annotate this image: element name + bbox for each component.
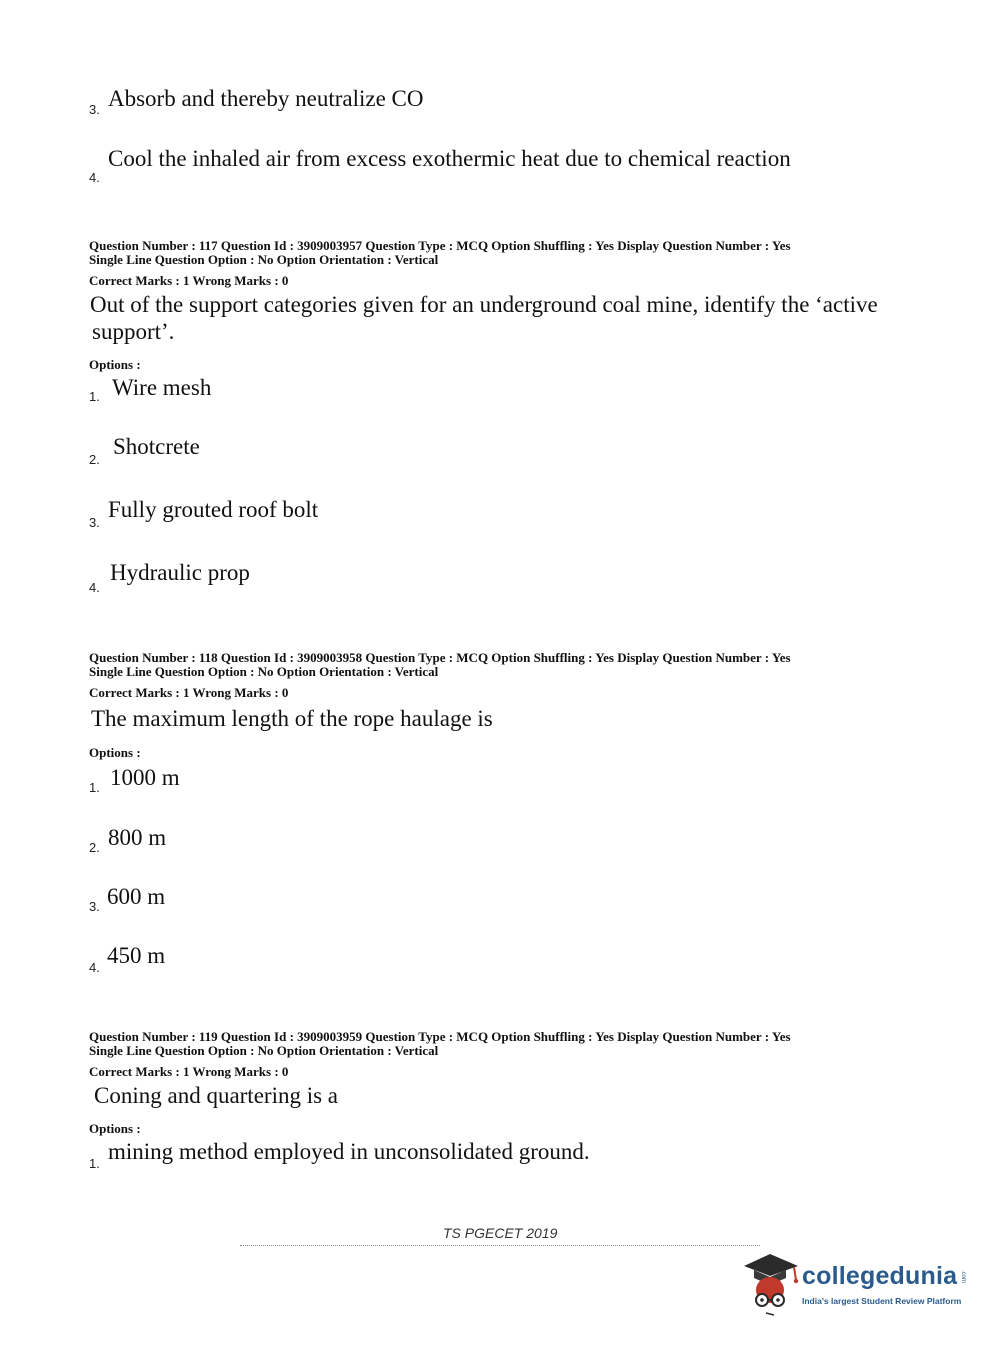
question-meta-line: Single Line Question Option : No Option Orientation : Vertical bbox=[89, 252, 439, 267]
options-label: Options : bbox=[89, 1121, 141, 1136]
question-meta-line: Single Line Question Option : No Option Orientation : Vertical bbox=[89, 664, 439, 679]
graduate-mascot-icon bbox=[740, 1248, 802, 1318]
question-marks: Correct Marks : 1 Wrong Marks : 0 bbox=[89, 685, 289, 700]
options-label: Options : bbox=[89, 357, 141, 372]
option-number: 3. bbox=[89, 899, 100, 914]
option-text: Hydraulic prop bbox=[110, 560, 250, 585]
option-number: 4. bbox=[89, 170, 100, 185]
footer-exam-title: TS PGECET 2019 bbox=[443, 1225, 558, 1241]
options-label: Options : bbox=[89, 745, 141, 760]
option-number: 1. bbox=[89, 1156, 100, 1171]
option-text: 600 m bbox=[107, 884, 166, 909]
logo-tagline: India's largest Student Review Platform bbox=[802, 1296, 962, 1306]
option-number: 1. bbox=[89, 389, 100, 404]
logo-domain-suffix: .com bbox=[960, 1270, 966, 1284]
option-text: Shotcrete bbox=[113, 434, 200, 459]
question-stem: support’. bbox=[92, 319, 175, 344]
question-meta-line: Question Number : 118 Question Id : 3909003958 Question Type : MCQ Option Shuffling : Yes Display Question Number : Yes bbox=[89, 650, 791, 665]
option-text: 1000 m bbox=[110, 765, 180, 790]
option-text: 450 m bbox=[107, 943, 166, 968]
option-number: 3. bbox=[89, 102, 100, 117]
option-text: mining method employed in unconsolidated ground. bbox=[108, 1139, 590, 1164]
option-text: 800 m bbox=[108, 825, 167, 850]
logo-wordmark: collegedunia bbox=[802, 1262, 958, 1290]
option-number: 1. bbox=[89, 780, 100, 795]
question-stem: Out of the support categories given for an underground coal mine, identify the ‘active bbox=[90, 292, 878, 317]
footer-divider bbox=[240, 1245, 760, 1246]
question-meta-line: Question Number : 117 Question Id : 3909003957 Question Type : MCQ Option Shuffling : Yes Display Question Number : Yes bbox=[89, 238, 791, 253]
option-number: 4. bbox=[89, 580, 100, 595]
question-stem: The maximum length of the rope haulage is bbox=[91, 706, 493, 731]
option-number: 3. bbox=[89, 515, 100, 530]
option-number: 4. bbox=[89, 960, 100, 975]
option-text: Cool the inhaled air from excess exothermic heat due to chemical reaction bbox=[108, 146, 791, 171]
question-meta-line: Question Number : 119 Question Id : 3909003959 Question Type : MCQ Option Shuffling : Yes Display Question Number : Yes bbox=[89, 1029, 791, 1044]
question-marks: Correct Marks : 1 Wrong Marks : 0 bbox=[89, 273, 289, 288]
option-number: 2. bbox=[89, 840, 100, 855]
option-text: Absorb and thereby neutralize CO bbox=[108, 86, 424, 111]
question-stem: Coning and quartering is a bbox=[94, 1083, 339, 1108]
collegedunia-logo bbox=[740, 1248, 970, 1318]
option-text: Fully grouted roof bolt bbox=[108, 497, 319, 522]
option-text: Wire mesh bbox=[112, 375, 212, 400]
question-meta-line: Single Line Question Option : No Option Orientation : Vertical bbox=[89, 1043, 439, 1058]
option-number: 2. bbox=[89, 452, 100, 467]
question-marks: Correct Marks : 1 Wrong Marks : 0 bbox=[89, 1064, 289, 1079]
